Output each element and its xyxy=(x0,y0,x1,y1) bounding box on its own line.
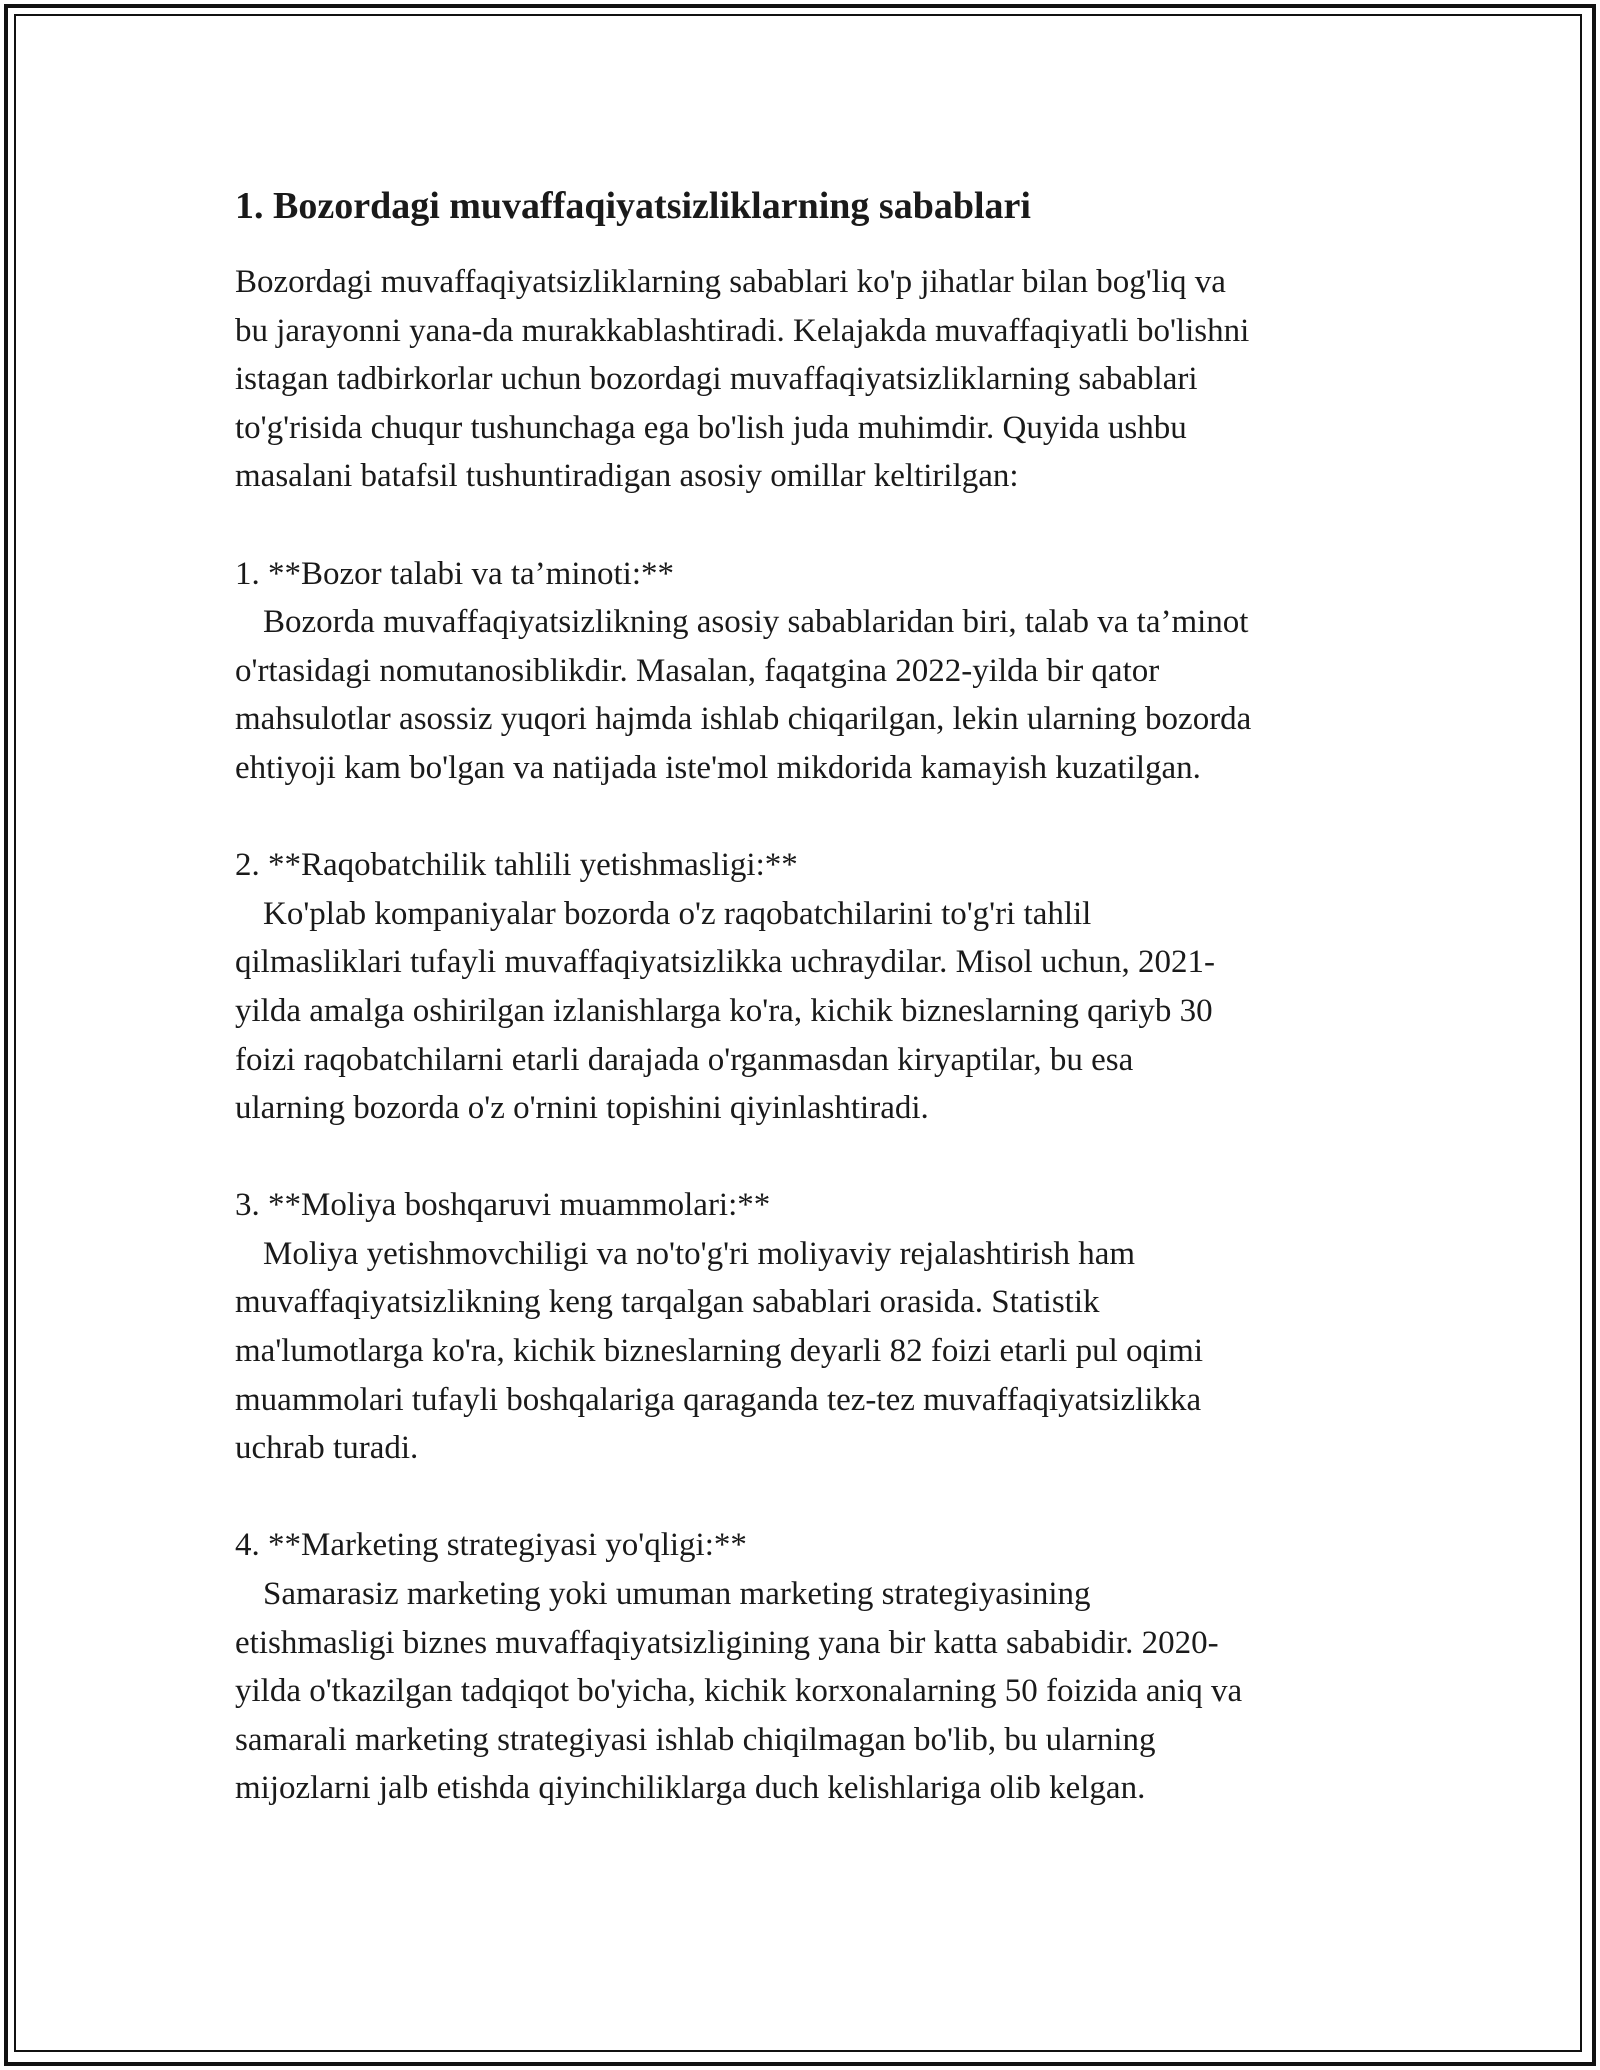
section-heading: 1. **Bozor talabi va ta’minoti:** xyxy=(235,555,674,592)
section-line: ularning bozorda o'z o'rnini topishini qiyinlashtiradi. xyxy=(235,1090,929,1127)
document-title: 1. Bozordagi muvaffaqiyatsizliklarning sabablari xyxy=(235,185,1031,227)
section-line: Bozorda muvaffaqiyatsizlikning asosiy sabablaridan biri, talab va ta’minot xyxy=(263,604,1249,641)
section-line: yilda o'tkazilgan tadqiqot bo'yicha, kichik korxonalarning 50 foizida aniq va xyxy=(235,1673,1243,1710)
section-line: mijozlarni jalb etishda qiyinchiliklarga duch kelishlariga olib kelgan. xyxy=(235,1770,1146,1807)
section-line: qilmasliklari tufayli muvaffaqiyatsizlikka uchraydilar. Misol uchun, 2021- xyxy=(235,944,1216,981)
section-line: foizi raqobatchilarni etarli darajada o'rganmasdan kiryaptilar, bu esa xyxy=(235,1041,1134,1078)
paragraph-gap xyxy=(235,501,1395,550)
section-line: mahsulotlar asossiz yuqori hajmda ishlab chiqarilgan, lekin ularning bozorda xyxy=(235,701,1252,738)
section-line: yilda amalga oshirilgan izlanishlarga ko'ra, kichik bizneslarning qariyb 30 xyxy=(235,992,1213,1029)
section-heading: 4. **Marketing strategiyasi yo'qligi:** xyxy=(235,1527,747,1564)
section-line: Ko'plab kompaniyalar bozorda o'z raqobatchilarini to'g'ri tahlil xyxy=(263,895,1092,932)
section-line: ehtiyoji kam bo'lgan va natijada iste'mol mikdorida kamayish kuzatilgan. xyxy=(235,749,1201,786)
section-heading: 3. **Moliya boshqaruvi muammolari:** xyxy=(235,1187,771,1224)
paragraph-gap xyxy=(235,1133,1395,1182)
intro-paragraph xyxy=(235,258,1395,501)
intro-line: Bozordagi muvaffaqiyatsizliklarning sabablari ko'p jihatlar bilan bog'liq va xyxy=(235,264,1226,300)
section-heading: 2. **Raqobatchilik tahlili yetishmasligi:** xyxy=(235,847,798,884)
paragraph-gap xyxy=(235,793,1395,842)
section-2 xyxy=(235,841,1395,1133)
section-line: muvaffaqiyatsizlikning keng tarqalgan sabablari orasida. Statistik xyxy=(235,1284,1100,1321)
section-3 xyxy=(235,1181,1395,1473)
section-1 xyxy=(235,550,1395,793)
intro-line: istagan tadbirkorlar uchun bozordagi muvaffaqiyatsizliklarning sabablari xyxy=(235,361,1198,398)
section-line: Samarasiz marketing yoki umuman marketing strategiyasining xyxy=(263,1576,1091,1613)
intro-line: masalani batafsil tushuntiradigan asosiy omillar keltirilgan: xyxy=(235,458,1019,495)
section-line: uchrab turadi. xyxy=(235,1430,419,1467)
section-line: o'rtasidagi nomutanosiblikdir. Masalan, faqatgina 2022-yilda bir qator xyxy=(235,652,1160,689)
intro-line: bu jarayonni yana-da murakkablashtiradi. Kelajakda muvaffaqiyatli bo'lishni xyxy=(235,312,1250,349)
section-line: etishmasligi biznes muvaffaqiyatsizligining yana bir katta sababidir. 2020- xyxy=(235,1624,1219,1661)
paragraph-gap xyxy=(235,1473,1395,1522)
intro-line: to'g'risida chuqur tushunchaga ega bo'lish juda muhimdir. Quyida ushbu xyxy=(235,409,1187,446)
section-line: muammolari tufayli boshqalariga qaraganda tez-tez muvaffaqiyatsizlikka xyxy=(235,1381,1202,1418)
section-4 xyxy=(235,1521,1395,1813)
section-line: ma'lumotlarga ko'ra, kichik bizneslarning deyarli 82 foizi etarli pul oqimi xyxy=(235,1333,1204,1370)
section-line: samarali marketing strategiyasi ishlab chiqilmagan bo'lib, bu ularning xyxy=(235,1721,1156,1758)
section-line: Moliya yetishmovchiligi va no'to'g'ri moliyaviy rejalashtirish ham xyxy=(263,1235,1136,1272)
document-body xyxy=(235,182,1395,1813)
